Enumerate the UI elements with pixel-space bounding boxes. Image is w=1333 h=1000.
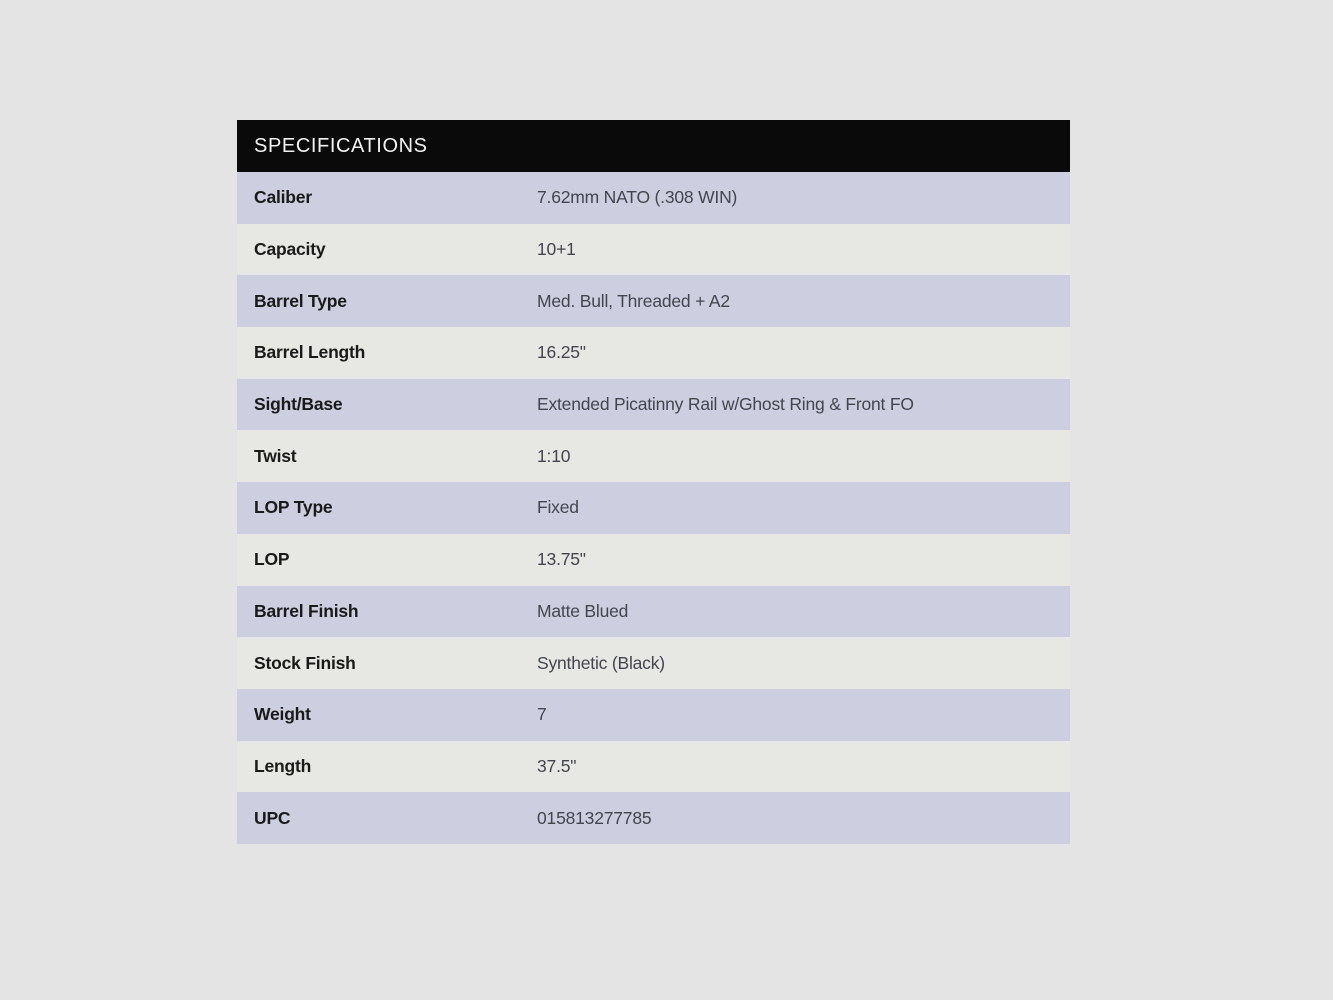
spec-label: UPC: [254, 807, 291, 828]
spec-value: Matte Blued: [537, 600, 629, 621]
spec-value: 1:10: [537, 445, 571, 466]
specifications-title: SPECIFICATIONS: [254, 134, 428, 157]
spec-value: 37.5": [537, 755, 577, 776]
table-row: [237, 689, 1070, 741]
spec-value: 7: [537, 704, 547, 725]
spec-label: Barrel Length: [254, 342, 366, 363]
specifications-header: [237, 120, 1070, 172]
table-row: [237, 741, 1070, 793]
spec-label: Capacity: [254, 239, 326, 260]
table-row: [237, 792, 1070, 844]
spec-value: 7.62mm NATO (.308 WIN): [537, 187, 738, 208]
spec-label: Sight/Base: [254, 394, 343, 415]
table-row: [237, 327, 1070, 379]
table-row: [237, 275, 1070, 327]
spec-value: Fixed: [537, 497, 579, 518]
table-row: [237, 172, 1070, 224]
spec-label: LOP Type: [254, 497, 333, 518]
specifications-table: [237, 120, 1070, 844]
spec-label: Barrel Type: [254, 290, 347, 311]
spec-label: Barrel Finish: [254, 600, 359, 621]
table-row: [237, 534, 1070, 586]
spec-value: Med. Bull, Threaded + A2: [537, 290, 730, 311]
specifications-rows: [237, 172, 1070, 844]
table-row: [237, 379, 1070, 431]
spec-label: Caliber: [254, 187, 312, 208]
spec-label: LOP: [254, 549, 290, 570]
table-row: [237, 637, 1070, 689]
spec-value: 10+1: [537, 239, 576, 260]
table-row: [237, 586, 1070, 638]
table-row: [237, 482, 1070, 534]
spec-value: 16.25": [537, 342, 586, 363]
spec-value: Extended Picatinny Rail w/Ghost Ring & Front FO: [537, 394, 914, 415]
spec-label: Twist: [254, 445, 297, 466]
spec-value: 015813277785: [537, 807, 652, 828]
table-row: [237, 224, 1070, 276]
spec-label: Weight: [254, 704, 311, 725]
spec-label: Stock Finish: [254, 652, 356, 673]
spec-value: Synthetic (Black): [537, 652, 665, 673]
spec-label: Length: [254, 755, 312, 776]
spec-value: 13.75": [537, 549, 586, 570]
table-row: [237, 430, 1070, 482]
